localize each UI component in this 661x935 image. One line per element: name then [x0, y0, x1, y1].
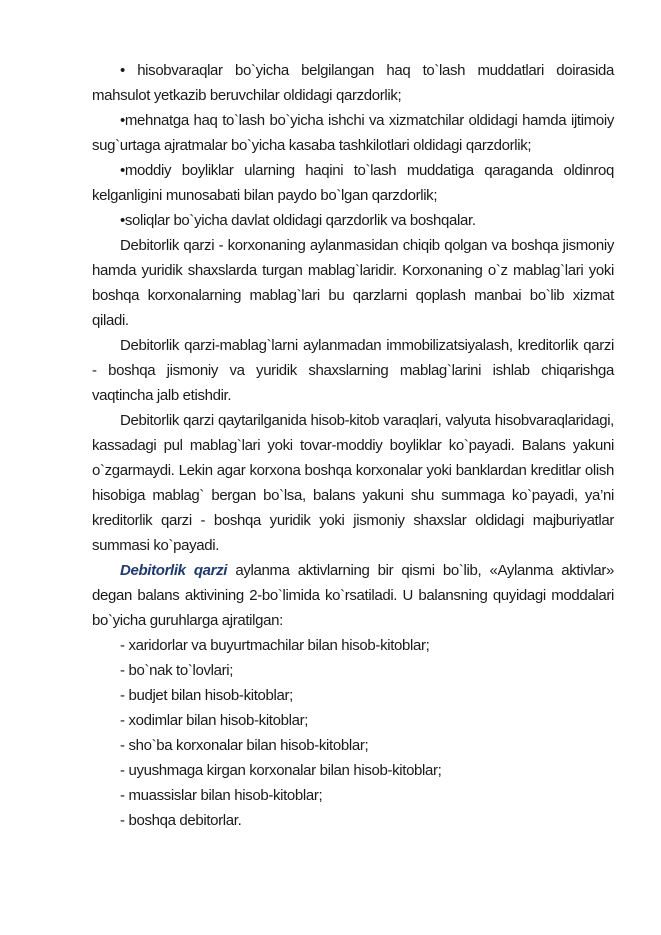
list-item: - uyushmaga kirgan korxonalar bilan hisob-kitoblar; — [120, 762, 442, 779]
paragraph-groups-text: aylanma aktivlarning bir qismi bo`lib, «Aylanma aktivlar» degan balans aktivining 2-bo`limida ko`rsatiladi. U balansning quyidagi moddalari bo`yicha guruhlarga ajratilgan: — [92, 562, 614, 629]
paragraph-receivable-groups — [92, 558, 614, 633]
bullet-tax-debt: •soliqlar bo`yicha davlat oldidagi qarzdorlik va boshqalar. — [120, 212, 476, 229]
list-item: - xaridorlar va buyurtmachilar bilan hisob-kitoblar; — [120, 637, 430, 654]
bullet-wage-debt: •mehnatga haq to`lash bo`yicha ishchi va xizmatchilar oldidagi hamda ijtimoiy sug`urtaga ajratmalar bo`yicha kasaba tashkilotlari oldidagi qarzdorlik; — [92, 112, 614, 154]
document-body — [92, 58, 614, 833]
list-item: - muassislar bilan hisob-kitoblar; — [120, 787, 323, 804]
paragraph-repayment: Debitorlik qarzi qaytarilganida hisob-kitob varaqlari, valyuta hisobvaraqlaridagi, kassadagi pul mablag`lari yoki tovar-moddiy boyliklar ko`payadi. Balans yakuni o`zgarmaydi. Lekin agar korxona boshqa korxonalar yoki banklardan kreditlar olish hisobiga mablag` bergan bo`lsa, balans yakuni shu summaga ko`payadi, ya’ni kreditorlik qarzi - boshqa yuridik yoki jismoniy shaxslar oldidagi majburiyatlar summasi ko`payadi. — [92, 412, 614, 554]
paragraph-receivable-definition: Debitorlik qarzi - korxonaning aylanmasidan chiqib qolgan va boshqa jismoniy hamda yuridik shaxslarda turgan mablag`laridir. Korxonaning o`z mablag`lari yoki boshqa korxonalarning mablag`lari bu qarzlarni qoplash manbai bo`lib xizmat qiladi. — [92, 237, 614, 329]
list-item: - bo`nak to`lovlari; — [120, 662, 234, 679]
list-item: - xodimlar bilan hisob-kitoblar; — [120, 712, 309, 729]
bullet-supplier-debt: • hisobvaraqlar bo`yicha belgilangan haq to`lash muddatlari doirasida mahsulot yetkazib beruvchilar oldidagi qarzdorlik; — [92, 62, 614, 104]
paragraph-immobilization: Debitorlik qarzi-mablag`larni aylanmadan immobilizatsiyalash, kreditorlik qarzi - boshqa jismoniy va yuridik shaxslarning mablag`larini ishlab chiqarishga vaqtincha jalb etishdir. — [92, 337, 614, 404]
emphasized-term: Debitorlik qarzi — [120, 562, 228, 579]
list-item: - budjet bilan hisob-kitoblar; — [120, 687, 293, 704]
list-item: - sho`ba korxonalar bilan hisob-kitoblar; — [120, 737, 369, 754]
list-item: - boshqa debitorlar. — [120, 812, 242, 829]
bullet-material-debt: •moddiy boyliklar ularning haqini to`lash muddatiga qaraganda oldinroq kelganligini munosabati bilan paydo bo`lgan qarzdorlik; — [92, 162, 614, 204]
